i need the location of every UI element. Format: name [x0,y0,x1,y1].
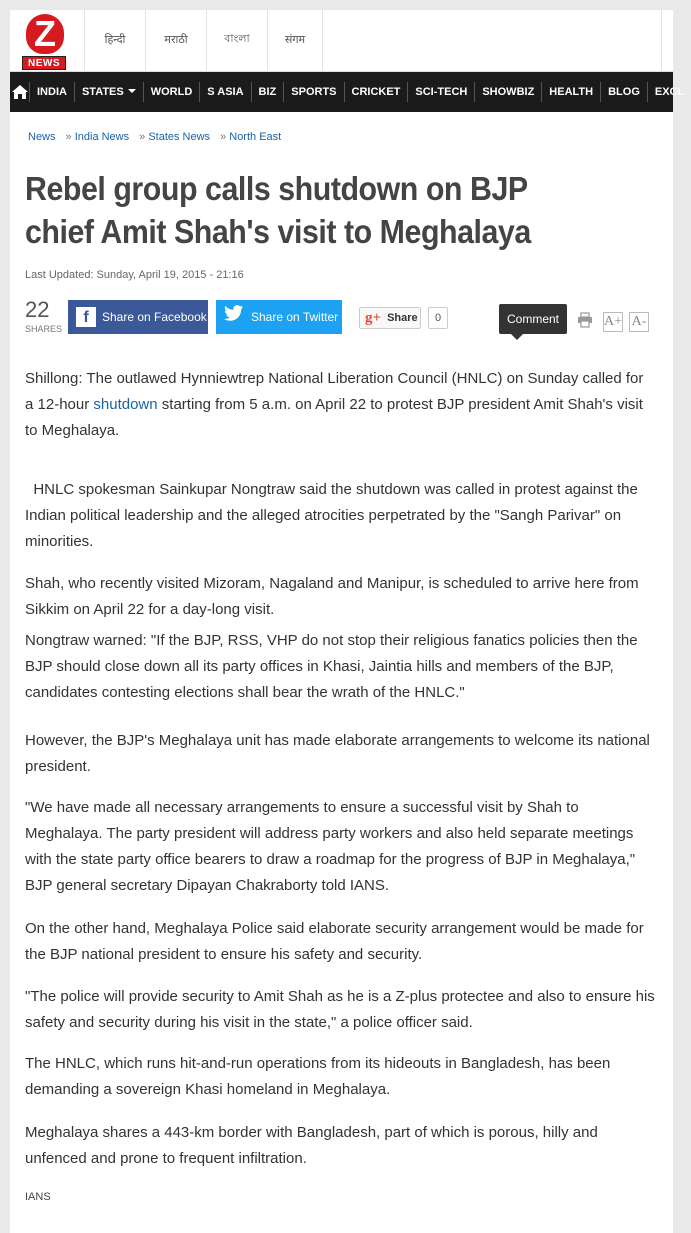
comment-button[interactable]: Comment [499,304,567,334]
share-twitter-button[interactable] [216,300,342,334]
nav-item-states-label: STATES [81,86,124,98]
article-card [10,112,673,1233]
article-paragraph: Shah, who recently visited Mizoram, Nagaland and Manipur, is scheduled to arrive here from Sikkim on April 22 for a day-long visit. [25,575,639,618]
nav-item-s-asia[interactable]: S ASIA [199,82,250,102]
last-updated: Last Updated: Sunday, April 19, 2015 - 21:16 [25,269,244,281]
nav-item-sci-tech[interactable]: SCI-TECH [407,82,474,102]
top-language-bar [10,10,673,72]
zee-news-logo[interactable] [22,14,66,70]
font-increase-button[interactable]: A+ [603,312,623,332]
article-paragraph: Meghalaya shares a 443-km border with Bangladesh, part of which is porous, hilly and unfenced and prone to frequent infiltration. [25,1124,598,1167]
lang-link-marathi[interactable]: मराठी [145,10,206,72]
nav-item-blog[interactable]: BLOG [600,82,647,102]
nav-item-cricket[interactable]: CRICKET [344,82,408,102]
logo-letter: Z [26,14,64,54]
nav-item-states[interactable] [74,82,143,102]
lang-link-bangla[interactable]: বাংলা [206,10,267,72]
article-paragraph: The HNLC, which runs hit-and-run operations from its hideouts in Bangladesh, has been demanding a sovereign Khasi homeland in Meghalaya. [25,1055,611,1098]
article-paragraph: On the other hand, Meghalaya Police said elaborate security arrangement would be made for the BJP national president to ensure his safety and security. [25,920,644,963]
article-paragraph: However, the BJP's Meghalaya unit has made elaborate arrangements to welcome its national president. [25,732,650,775]
breadcrumb-north-east[interactable]: North East [229,131,282,143]
share-gplus-button[interactable] [359,307,421,329]
lang-link-hindi[interactable]: हिन्दी [84,10,145,72]
lang-link-sangam[interactable]: संगम [267,10,323,72]
share-count-label: SHARES [25,324,63,334]
share-facebook-button[interactable] [68,300,208,334]
source-credit: IANS [25,1191,51,1203]
article-paragraph [25,366,655,444]
breadcrumb-separator: » [220,131,227,143]
logo-word: NEWS [22,56,66,70]
breadcrumb-states-news[interactable]: States News [148,131,211,143]
nav-item-sports[interactable]: SPORTS [283,82,343,102]
article-paragraph-clipped [25,632,655,715]
article-paragraph: HNLC spokesman Sainkupar Nongtraw said the shutdown was called in protest against the Indian political leadership and the alleged atrocities perpetrated by the "Sangh Parivar" on minorities. [25,481,643,550]
gplus-icon: g+ [365,310,382,326]
paragraph-text: starting from 5 a.m. on April 22 to protest BJP president Amit Shah's visit to Meghalaya. [25,396,643,439]
article-paragraph: Nongtraw warned: "If the BJP, RSS, VHP do not stop their religious fanatics policies then the BJP should close down all its party offices in Khasi, Jaintia hills and members of the BJP, candidates contesting elections shall bear the wrath of the HNLC." [25,632,638,701]
paragraph-text: Shillong: The outlawed Hynniewtrep National Liberation Council (HNLC) on Sunday called for a 12-hour [25,370,644,413]
gplus-count: 0 [428,307,448,329]
article-title: Rebel group calls shutdown on BJP chief Amit Shah's visit to Meghalaya [25,170,531,250]
print-icon[interactable] [577,312,593,328]
topbar-divider [661,10,662,72]
nav-item-biz[interactable]: BIZ [251,82,284,102]
twitter-icon [224,300,246,334]
breadcrumb-separator: » [65,131,72,143]
breadcrumb-news[interactable]: News [28,131,56,143]
article-paragraph: "We have made all necessary arrangements to ensure a successful visit by Shah to Meghalaya. The party president will address party workers and also held separate meetings with the state party office bearers to draw a roadmap for the progress of BJP in Meghalaya," BJP general secretary Dipayan Chakraborty told IANS. [25,799,636,894]
facebook-icon: f [76,307,96,327]
breadcrumb-separator: » [139,131,146,143]
nav-item-showbiz[interactable]: SHOWBIZ [474,82,541,102]
share-gplus-label: Share [387,312,418,324]
font-decrease-button[interactable]: A- [629,312,649,332]
chevron-down-icon [128,89,136,93]
share-facebook-label: Share on Facebook [102,310,207,324]
nav-item-exclusive[interactable]: EXCL [647,82,691,102]
share-count [25,298,65,334]
home-icon[interactable] [11,72,29,112]
nav-item-india[interactable]: INDIA [29,82,74,102]
share-twitter-label: Share on Twitter [251,310,339,324]
language-links [84,10,323,72]
nav-item-world[interactable]: WORLD [143,82,200,102]
share-count-number: 22 [25,297,50,322]
breadcrumb [28,131,291,143]
shutdown-link[interactable]: shutdown [93,396,158,413]
article-paragraph: "The police will provide security to Amit Shah as he is a Z-plus protectee and also to ensure his safety and security during his visit in the state," a police officer said. [25,988,655,1031]
nav-item-health[interactable]: HEALTH [541,82,600,102]
main-nav [10,72,685,112]
breadcrumb-india-news[interactable]: India News [74,131,130,143]
